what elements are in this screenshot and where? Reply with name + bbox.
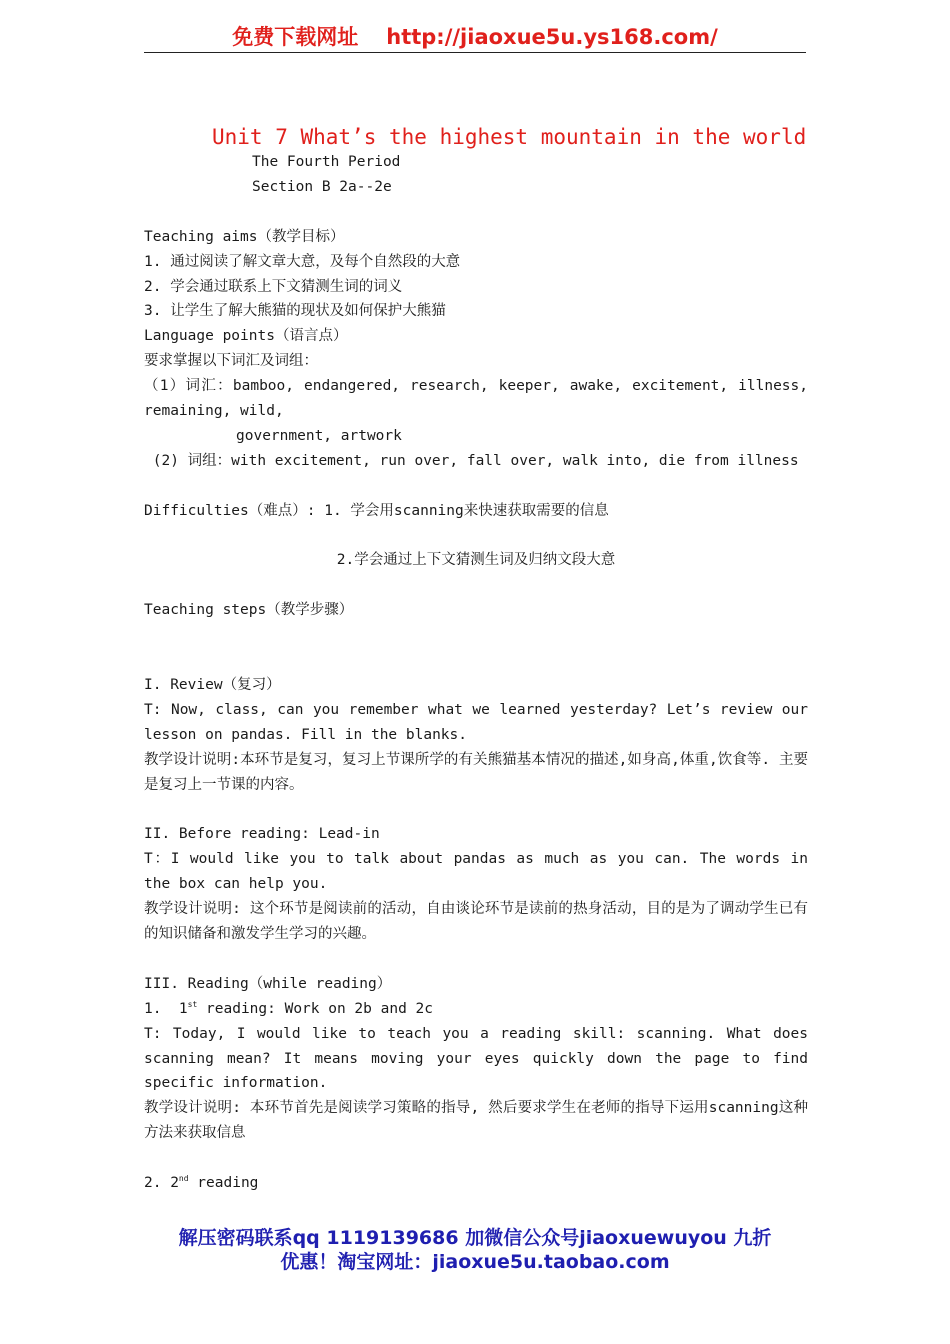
page-footer — [0, 1226, 950, 1274]
vocabulary-continued: government, artwork — [236, 427, 402, 444]
document-title: Unit 7 What’s the highest mountain in the world — [212, 125, 807, 149]
aim-item: 3. 让学生了解大熊猫的现状及如何保护大熊猫 — [144, 303, 446, 320]
period-label: The Fourth Period — [252, 154, 401, 170]
aims-heading: Teaching aims（教学目标） — [144, 228, 345, 245]
document-body — [144, 124, 808, 1196]
language-heading: Language points（语言点） — [144, 328, 348, 345]
reading-teacher-text: T: Today, I would like to teach you a reading skill: scanning. What does scanning mean? It means moving your eyes quickly down the page to find specific information. — [144, 1025, 808, 1092]
footer-line-2: 优惠！淘宝网址：jiaoxue5u.taobao.com — [280, 1251, 670, 1273]
phrase-list: (2) 词组：with excitement, run over, fall over, walk into, die from illness — [144, 452, 799, 469]
before-reading-heading: II. Before reading: Lead-in — [144, 826, 380, 843]
header-label: 免费下载网址 — [232, 25, 359, 49]
steps-heading: Teaching steps（教学步骤） — [144, 602, 354, 619]
first-reading-text: reading: Work on 2b and 2c — [197, 1000, 433, 1017]
review-teacher-text: T: Now, class, can you remember what we learned yesterday? Let’s review our lesson on pandas. Fill in the blanks. — [144, 701, 808, 743]
aim-item: 1. 通过阅读了解文章大意，及每个自然段的大意 — [144, 253, 461, 270]
second-reading-text: reading — [188, 1175, 259, 1192]
before-reading-teacher-text: T：I would like you to talk about pandas as much as you can. The words in the box can help you. — [144, 851, 808, 893]
second-reading-line — [144, 1171, 808, 1196]
section-label: Section B 2a--2e — [252, 178, 392, 195]
language-intro: 要求掌握以下词汇及词组： — [144, 353, 318, 370]
review-design-note: 教学设计说明:本环节是复习，复习上节课所学的有关熊猫基本情况的描述,如身高,体重,饮食等. 主要是复习上一节课的内容。 — [144, 751, 808, 793]
first-reading-sup: st — [187, 999, 198, 1009]
page-header — [144, 22, 806, 53]
reading-design-note: 教学设计说明: 本环节首先是阅读学习策略的指导, 然后要求学生在老师的指导下运用scanning这种方法来获取信息 — [144, 1100, 808, 1142]
first-reading-line — [144, 997, 808, 1022]
first-reading-number: 1. 1 — [144, 1000, 188, 1017]
vocabulary-list: （1）词汇：bamboo, endangered, research, keeper, awake, excitement, illness, remaining, wild, — [144, 378, 808, 420]
reading-heading: III. Reading（while reading） — [144, 975, 392, 992]
header-url-link[interactable]: http://jiaoxue5u.ys168.com/ — [386, 25, 718, 49]
difficulties-line-1: Difficulties（难点）: 1. 学会用scanning来快速获取需要的信息 — [144, 502, 609, 519]
second-reading-number: 2. 2 — [144, 1175, 179, 1192]
difficulties-line-2: 2.学会通过上下文猜测生词及归纳文段大意 — [336, 552, 616, 569]
aim-item: 2. 学会通过联系上下文猜测生词的词义 — [144, 278, 403, 295]
before-reading-design-note: 教学设计说明: 这个环节是阅读前的活动，自由谈论环节是读前的热身活动，目的是为了调动学生已有的知识储备和激发学生学习的兴趣。 — [144, 901, 808, 942]
second-reading-sup: nd — [178, 1174, 189, 1184]
review-heading: I. Review（复习） — [144, 676, 281, 693]
footer-line-1: 解压密码联系qq 1119139686 加微信公众号jiaoxuewuyou 九折 — [178, 1227, 772, 1249]
